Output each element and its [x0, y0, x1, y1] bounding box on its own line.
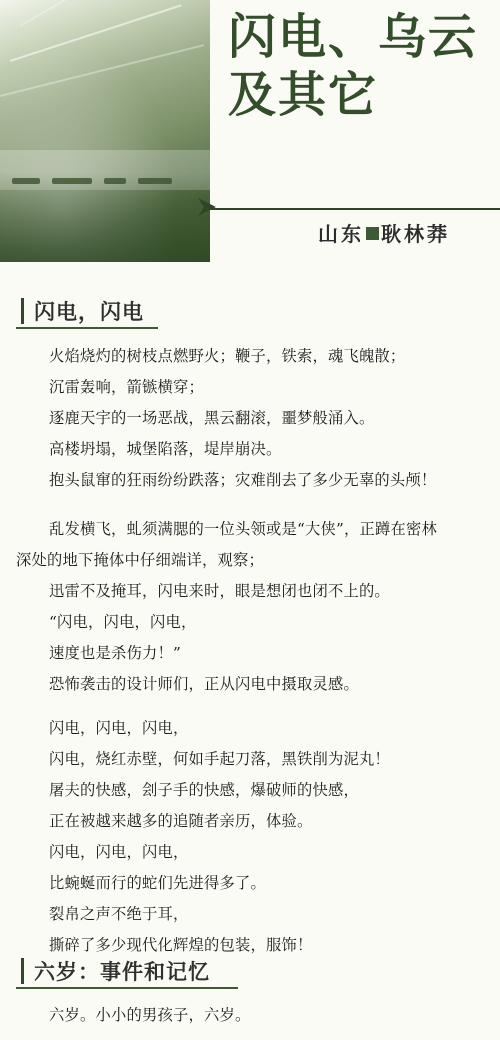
section-heading-2 [16, 956, 496, 990]
text-line: 正在被越来越多的追随者亲历，体验。 [49, 812, 313, 830]
article-title-line-2: 及其它 [228, 67, 379, 123]
byline [318, 218, 450, 247]
paragraph [16, 341, 486, 496]
heading-underline [16, 327, 158, 329]
header-rule [210, 208, 500, 210]
text-line: 沉雷轰响，箭镞横穿； [49, 378, 204, 396]
paragraph [16, 514, 486, 700]
text-line: 高楼坍塌，城堡陷落，堤岸崩决。 [49, 440, 282, 458]
text-line: 逐鹿天宇的一场恶战，黑云翻滚，噩梦般涌入。 [49, 409, 375, 427]
text-line: 乱发横飞，虬须满腮的一位头领或是“大侠”，正蹲在密林 [49, 520, 437, 538]
text-line: 闪电，闪电，闪电， [49, 719, 189, 737]
paragraph [16, 713, 486, 961]
paragraph [16, 1000, 486, 1031]
text-line: 恐怖袭击的设计师们，正从闪电中摄取灵感。 [49, 675, 359, 693]
text-line: 迅雷不及掩耳，闪电来时，眼是想闭也闭不上的。 [49, 582, 390, 600]
section-heading-text: 六岁：事件和记忆 [34, 960, 210, 984]
section-heading-1 [16, 296, 496, 330]
square-separator-icon [366, 227, 379, 240]
text-line: 火焰烧灼的树枝点燃野火；鞭子，铁索，魂飞魄散； [49, 347, 406, 365]
article-title-line-1: 闪电、乌云 [228, 9, 479, 65]
heading-bar [21, 298, 24, 324]
heading-underline [16, 987, 238, 989]
text-line: 六岁。小小的男孩子，六岁。 [49, 1006, 251, 1024]
section-heading-text: 闪电，闪电 [34, 300, 144, 324]
text-line: 闪电，烧红赤壁，何如手起刀落，黑铁削为泥丸！ [49, 750, 390, 768]
text-line: “闪电，闪电，闪电， [49, 613, 197, 631]
text-line: 速度也是杀伤力！” [49, 644, 181, 662]
text-line: 撕碎了多少现代化辉煌的包装，服饰！ [49, 936, 313, 954]
text-line: 屠夫的快感，刽子手的快感，爆破师的快感， [49, 781, 359, 799]
author-region: 山东 [318, 222, 364, 246]
rule-arrow-icon [196, 196, 218, 218]
text-line: 闪电，闪电，闪电， [49, 843, 189, 861]
text-line: 比蜿蜒而行的蛇们先进得多了。 [49, 874, 266, 892]
text-line: 深处的地下掩体中仔细端详，观察； [16, 551, 264, 569]
header-photo [0, 0, 210, 262]
text-line: 抱头鼠窜的狂雨纷纷跌落；灾难削去了多少无辜的头颅！ [49, 471, 437, 489]
text-line: 裂帛之声不绝于耳， [49, 905, 189, 923]
author-name: 耿林莽 [381, 222, 450, 246]
heading-bar [21, 958, 24, 984]
